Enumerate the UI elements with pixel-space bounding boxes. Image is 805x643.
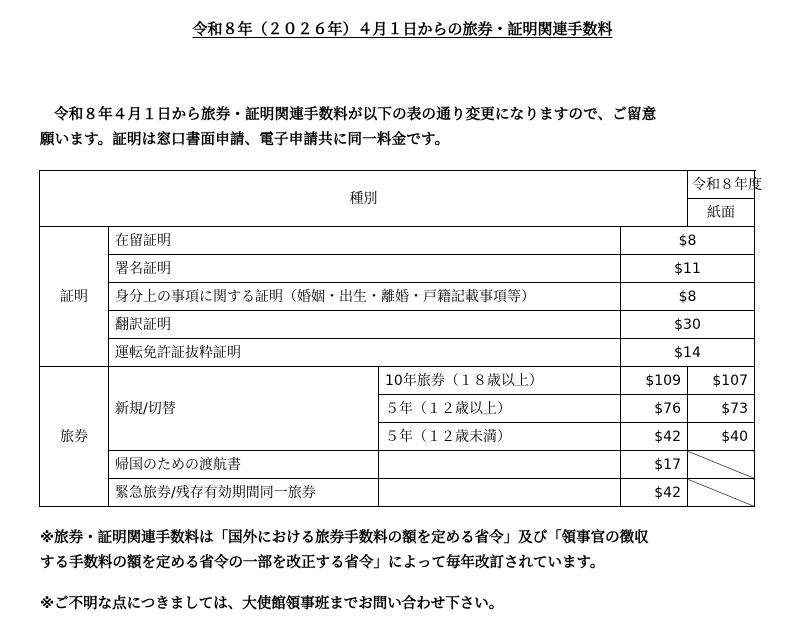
intro-paragraph <box>40 103 760 153</box>
return-travel-fee-paper: $17 <box>621 451 688 479</box>
table-row <box>40 479 755 507</box>
passport-fee-electronic: $40 <box>688 423 755 451</box>
passport-fee-paper: $109 <box>621 367 688 395</box>
table-row <box>40 255 755 283</box>
passport-fee-electronic: $73 <box>688 395 755 423</box>
header-type: 種別 <box>40 171 688 227</box>
new-renew-label: 新規/切替 <box>109 367 379 451</box>
cert-name: 署名証明 <box>109 255 621 283</box>
table-row <box>40 171 755 199</box>
passport-detail: ５年（１２歳以上） <box>379 395 621 423</box>
group-passports: 旅券 <box>40 367 109 507</box>
note-revision <box>40 526 765 576</box>
group-certificates: 証明 <box>40 227 109 367</box>
cert-name: 運転免許証抜粋証明 <box>109 339 621 367</box>
return-travel-name: 帰国のための渡航書 <box>109 451 379 479</box>
header-paper: 紙面 <box>688 199 755 227</box>
empty-cell <box>379 479 621 507</box>
passport-detail: 10年旅券（１８歳以上） <box>379 367 621 395</box>
passport-fee-paper: $42 <box>621 423 688 451</box>
table-row <box>40 311 755 339</box>
cert-name: 翻訳証明 <box>109 311 621 339</box>
emergency-name: 緊急旅券/残存有効期間同一旅券 <box>109 479 379 507</box>
table-row <box>40 451 755 479</box>
passport-detail: ５年（１２歳未満） <box>379 423 621 451</box>
cert-name: 在留証明 <box>109 227 621 255</box>
table-row <box>40 339 755 367</box>
intro-line-1: 令和８年４月１日から旅券・証明関連手数料が以下の表の通り変更になりますので、ご留意 <box>54 107 657 123</box>
intro-line-2: 願います。証明は窓口書面申請、電子申請共に同一料金です。 <box>40 132 450 148</box>
table-row <box>40 367 755 395</box>
passport-fee-electronic: $107 <box>688 367 755 395</box>
passport-fee-paper: $76 <box>621 395 688 423</box>
cert-fee: $11 <box>621 255 755 283</box>
note-revision-line-1: ※旅券・証明関連手数料は「国外における旅券手数料の額を定める省令」及び「領事官の徴収 <box>40 530 649 546</box>
fee-table <box>39 170 762 507</box>
note-revision-line-2: する手数料の額を定める省令の一部を改正する省令」によって毎年改訂されています。 <box>40 555 605 571</box>
emergency-fee-paper: $42 <box>621 479 688 507</box>
cert-fee: $14 <box>621 339 755 367</box>
table-row <box>40 283 755 311</box>
header-year: 令和８年度 <box>688 171 755 199</box>
note-contact: ※ご不明な点につきましては、大使館領事班までお問い合わせ下さい。 <box>40 596 504 612</box>
page-title: 令和８年（２０２６年）４月１日からの旅券・証明関連手数料 <box>192 20 613 38</box>
empty-cell <box>379 451 621 479</box>
cert-fee: $8 <box>621 283 755 311</box>
cert-name: 身分上の事項に関する証明（婚姻・出生・離婚・戸籍記載事項等） <box>109 283 621 311</box>
table-row <box>40 227 755 255</box>
cert-fee: $8 <box>621 227 755 255</box>
cert-fee: $30 <box>621 311 755 339</box>
not-applicable-cell <box>688 451 755 479</box>
not-applicable-cell <box>688 479 755 507</box>
